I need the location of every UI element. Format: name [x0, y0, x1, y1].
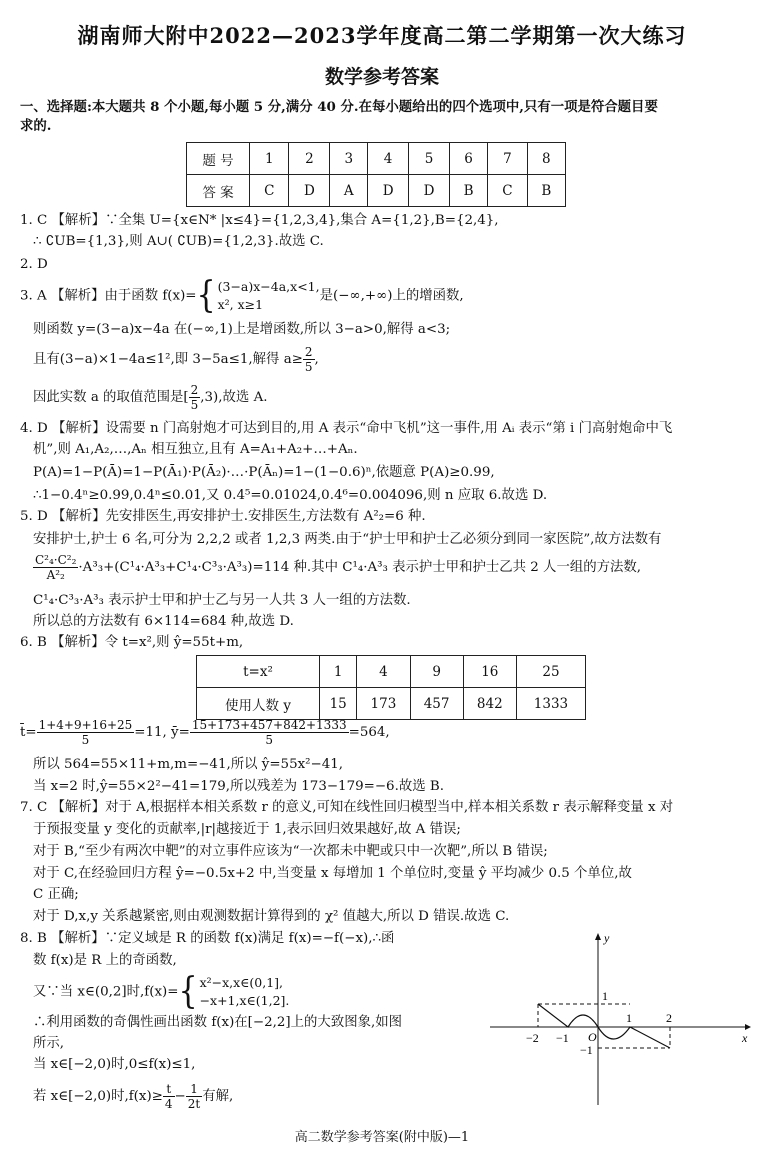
fraction-numerator: 2: [190, 383, 199, 397]
table-cell: 16: [463, 656, 516, 688]
answer-table: [186, 142, 566, 207]
table-cell: 457: [410, 688, 463, 720]
q5-line1: 5. D 【解析】先安排医生,再安排护士.安排医生,方法数有 A²₂=6 种.: [20, 509, 426, 524]
q3-cases: [218, 278, 320, 314]
q4-line1: 4. D 【解析】设需要 n 门高射炮才可达到目的,用 A 表示“命中飞机”这一事件,用 Aᵢ 表示“第 i 门高射炮命中飞: [20, 421, 673, 436]
table-cell: 5: [409, 143, 450, 175]
q6-line3: 所以 564=55×11+m,m=−41,所以 ŷ=55x²−41,: [33, 757, 344, 772]
table-cell: 4: [357, 656, 410, 688]
q3-line3-post: ,: [314, 352, 319, 367]
fraction-numerator: C²₄·C²₂: [35, 553, 77, 567]
q7-line5: C 正确;: [33, 887, 79, 902]
table-cell: 1: [320, 656, 357, 688]
table-cell: 8: [527, 143, 565, 175]
q3-line4-post: ,3),故选 A.: [200, 390, 268, 405]
q5-line3: [33, 553, 641, 582]
table-answer-label: 答 案: [187, 175, 250, 207]
tick-label-y1: 1: [602, 989, 608, 1003]
fraction-denominator: 2t: [187, 1097, 201, 1111]
q3-case2: x², x≥1: [217, 297, 264, 312]
fraction-denominator: 5: [304, 360, 313, 374]
q8-line2: 数 f(x)是 R 上的奇函数,: [33, 953, 177, 968]
fraction-numerator: 15+173+457+842+1333: [191, 718, 347, 732]
q8-line7-post: 有解,: [202, 1089, 234, 1104]
table-t-label: t=x²: [197, 656, 320, 688]
usage-table-y-row: [197, 688, 586, 720]
q7-line4: 对于 C,在经验回归方程 ŷ=−0.5x+2 中,当变量 x 每增加 1 个单位时,变量 ŷ 平均减少 0.5 个单位,故: [33, 866, 632, 881]
q1-line2: ∴ ∁UB={1,3},则 A∪( ∁UB)={1,2,3}.故选 C.: [33, 234, 324, 249]
table-cell: 1333: [516, 688, 585, 720]
minus-sign: −: [174, 1089, 186, 1104]
tick-label-2: 2: [666, 1011, 672, 1025]
fraction-numerator: 1+4+9+16+25: [38, 718, 133, 732]
q5-line4: C¹₄·C³₃·A³₃ 表示护士甲和护士乙与另一人共 3 人一组的方法数.: [33, 593, 411, 608]
brace-icon: {: [196, 274, 216, 317]
page-footer: 高二数学参考答案(附中版)—1: [294, 1130, 470, 1145]
usage-table-t-row: [197, 656, 586, 688]
table-cell: 4: [368, 143, 409, 175]
table-cell: 1: [250, 143, 289, 175]
fraction: [186, 1082, 202, 1111]
q7-line1: 7. C 【解析】对于 A,根据样本相关系数 r 的意义,可知在线性回归模型当中,样本相关系数 r 表示解释变量 x 对: [20, 800, 674, 815]
table-cell: 25: [516, 656, 585, 688]
q8-line7: [33, 1082, 233, 1111]
table-cell: 7: [488, 143, 527, 175]
q8-line4: ∴利用函数的奇偶性画出函数 f(x)在[−2,2]上的大致图象,如图: [33, 1015, 403, 1030]
section-heading-line2: 求的.: [20, 118, 52, 134]
x-axis-label: x: [742, 1031, 748, 1045]
page-title: 湖南师大附中2022—2023学年度高二第二学期第一次大练习: [77, 23, 687, 48]
q1-line1: 1. C 【解析】∵全集 U={x∈N* |x≤4}={1,2,3,4},集合 A={1,2},B={2,4},: [20, 213, 499, 228]
fraction: [163, 1082, 175, 1111]
table-cell: 3: [330, 143, 368, 175]
tick-label-yneg1: −1: [580, 1043, 593, 1057]
q3-pre: 3. A 【解析】由于函数 f(x)=: [20, 288, 197, 304]
q3-line3: [33, 345, 319, 374]
q8-line3: [33, 970, 290, 1013]
fraction: [37, 718, 135, 747]
table-cell: 173: [357, 688, 410, 720]
page-subtitle: 数学参考答案: [324, 66, 439, 88]
y-axis-label: y: [604, 931, 610, 945]
q6-line1: 6. B 【解析】令 t=x²,则 ŷ=55t+m,: [20, 635, 244, 650]
table-cell: C: [250, 175, 289, 207]
tick-label-neg2: −2: [526, 1031, 539, 1045]
q7-line2: 于预报变量 y 变化的贡献率,|r|越接近于 1,表示回归效果越好,故 A 错误;: [33, 822, 461, 837]
q8-case1: x²−x,x∈(0,1],: [199, 975, 284, 990]
y-axis-arrow-icon: [595, 933, 601, 940]
q5-line5: 所以总的方法数有 6×114=684 种,故选 D.: [33, 614, 294, 629]
table-cell: D: [368, 175, 409, 207]
q3-line1: [20, 274, 464, 317]
table-cell: D: [289, 175, 330, 207]
q5-line2: 安排护士,护士 6 名,可分为 2,2,2 或者 1,2,3 两类.由于“护士甲和护士乙必须分到同一家医院”,故方法数有: [33, 532, 662, 547]
fraction-denominator: A²₂: [46, 568, 65, 582]
q3-case1: (3−a)x−4a,x<1,: [217, 279, 320, 294]
q8-case2: −x+1,x∈(1,2].: [199, 993, 290, 1008]
table-cell: A: [330, 175, 368, 207]
answer-table-header-row: [187, 143, 566, 175]
fraction-denominator: 4: [164, 1097, 173, 1111]
fraction-numerator: 2: [304, 345, 313, 359]
answer-table-answer-row: [187, 175, 566, 207]
q7-line3: 对于 B,“至少有两次中靶”的对立事件应该为“一次都未中靶或只中一次靶”,所以 B 错误;: [33, 844, 548, 859]
fraction: [33, 553, 78, 582]
table-cell: 842: [463, 688, 516, 720]
fraction-denominator: 5: [81, 733, 90, 747]
table-cell: 2: [289, 143, 330, 175]
origin-label: O: [588, 1030, 597, 1044]
q4-line4: ∴1−0.4ⁿ≥0.99,0.4ⁿ≤0.01,又 0.4⁵=0.01024,0.4⁶=0.004096,则 n 应取 6.故选 D.: [33, 488, 548, 503]
curve-right: [598, 1027, 670, 1048]
fraction: [303, 345, 315, 374]
q8-line1: 8. B 【解析】∵定义域是 R 的函数 f(x)满足 f(x)=−f(−x),∴函: [20, 931, 395, 946]
q4-line3: P(A)=1−P(Ā)=1−P(Ā₁)·P(Ā₂)·…·P(Āₙ)=1−(1−0.6)ⁿ,依题意 P(A)≥0.99,: [33, 465, 495, 480]
q7-line6: 对于 D,x,y 关系越紧密,则由观测数据计算得到的 χ² 值越大,所以 D 错误.故选 C.: [33, 909, 510, 924]
function-graph: [480, 930, 755, 1110]
fraction-denominator: 5: [265, 733, 274, 747]
q6-line4: 当 x=2 时,ŷ=55×2²−41=179,所以残差为 173−179=−6.故选 B.: [33, 779, 444, 794]
q8-line7-pre: 若 x∈[−2,0)时,f(x)≥: [33, 1089, 163, 1104]
table-cell: 9: [410, 656, 463, 688]
x-axis-arrow-icon: [745, 1024, 751, 1030]
brace-icon: {: [178, 970, 198, 1013]
q8-line5: 所示,: [33, 1036, 65, 1051]
table-cell: D: [409, 175, 450, 207]
q5-line3-post: ·A³₃+(C¹₄·A³₃+C¹₄·C³₃·A³₃)=114 种.其中 C¹₄·A³₃ 表示护士甲和护士乙共 2 人一组的方法数,: [78, 560, 642, 575]
q8-cases: [200, 974, 290, 1010]
q8-line3-pre: 又∵当 x∈(0,2]时,f(x)=: [33, 984, 179, 1000]
q3-post: 是(−∞,+∞)上的增函数,: [319, 288, 464, 304]
table-cell: C: [488, 175, 527, 207]
q2-line1: 2. D: [20, 257, 48, 272]
tick-label-1: 1: [626, 1011, 632, 1025]
fraction-denominator: 5: [190, 398, 199, 412]
table-cell: 15: [320, 688, 357, 720]
mean-post: =564,: [348, 725, 390, 740]
fraction: [190, 718, 349, 747]
table-header-label: 题 号: [187, 143, 250, 175]
mean-mid: =11, ȳ=: [134, 725, 190, 740]
q3-line4: [33, 383, 268, 412]
q6-means: [20, 718, 390, 747]
table-cell: B: [449, 175, 487, 207]
fraction-numerator: t: [163, 1082, 175, 1097]
table-cell: B: [527, 175, 565, 207]
q8-line6: 当 x∈[−2,0)时,0≤f(x)≤1,: [33, 1057, 196, 1072]
mean-t-label: t̄=: [20, 725, 37, 740]
table-cell: 6: [449, 143, 487, 175]
q3-line3-pre: 且有(3−a)×1−4a≤1²,即 3−5a≤1,解得 a≥: [33, 352, 303, 367]
tick-label-neg1: −1: [556, 1031, 569, 1045]
q3-line4-pre: 因此实数 a 的取值范围是[: [33, 390, 189, 405]
fraction-numerator: 1: [186, 1082, 202, 1097]
section-heading-line1: 一、选择题:本大题共 8 个小题,每小题 5 分,满分 40 分.在每小题给出的四个选项中,只有一项是符合题目要: [20, 99, 658, 115]
fraction: [189, 383, 201, 412]
table-y-label: 使用人数 y: [197, 688, 320, 720]
usage-table: [196, 655, 586, 720]
curve-left: [538, 1004, 598, 1027]
q3-line2: 则函数 y=(3−a)x−4a 在(−∞,1)上是增函数,所以 3−a>0,解得 a<3;: [33, 322, 451, 337]
q4-line2: 机”,则 A₁,A₂,…,Aₙ 相互独立,且有 A=A₁+A₂+…+Aₙ.: [33, 442, 358, 457]
